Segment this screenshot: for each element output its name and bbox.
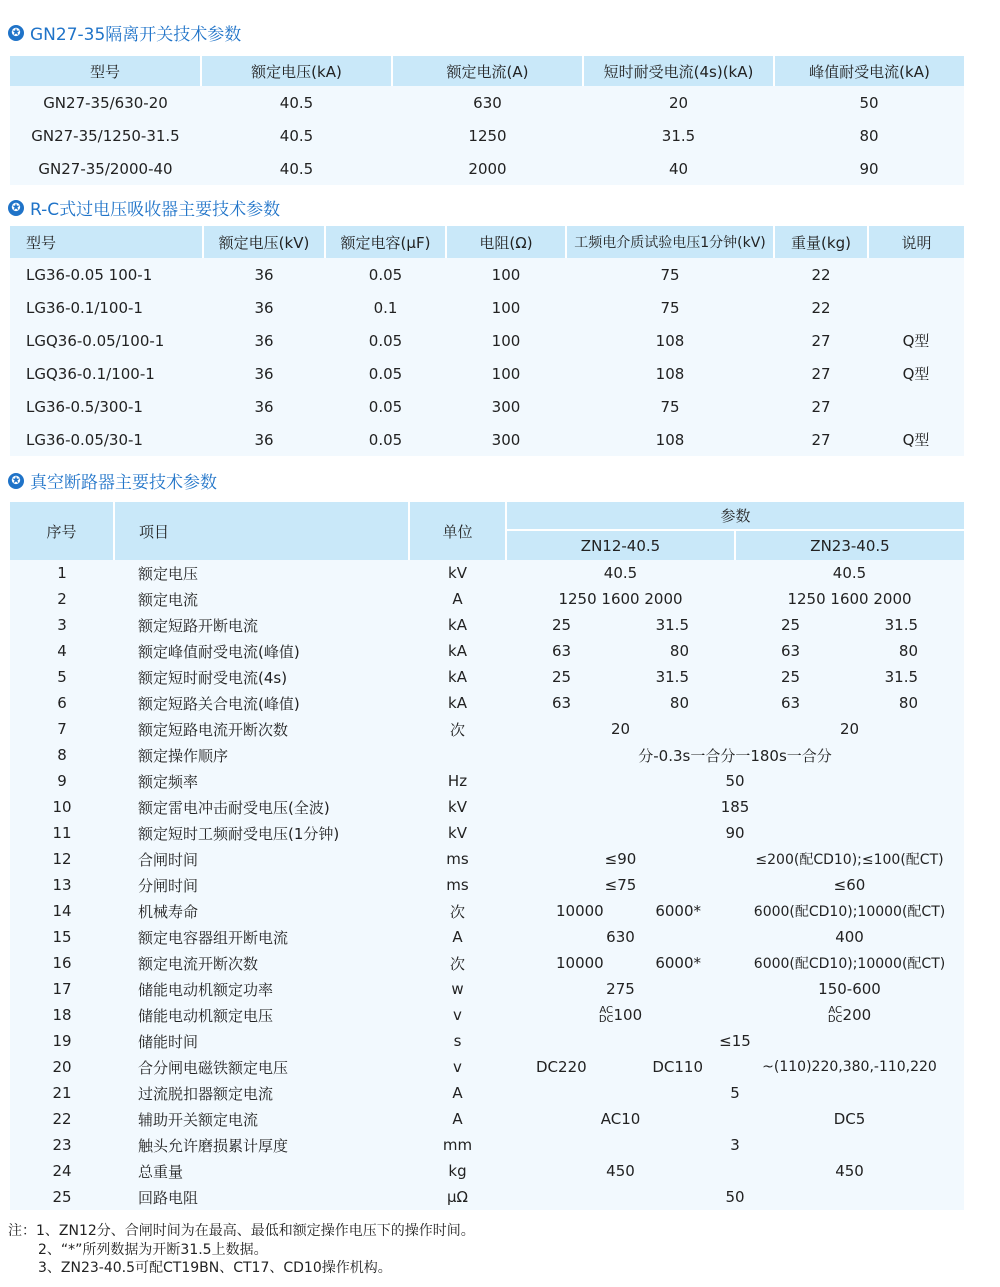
cell-item: 额定短时工频耐受电压(1分钟) bbox=[138, 824, 340, 843]
header-cell: 序号 bbox=[10, 502, 114, 560]
cell: 40.5 bbox=[279, 93, 314, 112]
footnote: 3、ZN23-40.5可配CT19BN、CT17、CD10操作机构。 bbox=[38, 1260, 392, 1276]
cell: 1250 1600 2000 bbox=[787, 590, 912, 608]
cell-model: LG36-0.5/300-1 bbox=[26, 397, 143, 416]
cell: 22 bbox=[811, 298, 831, 317]
cell bbox=[506, 950, 735, 976]
cell-item: 额定短路电流开断次数 bbox=[138, 720, 289, 739]
table-row bbox=[10, 742, 964, 768]
cell-unit: A bbox=[452, 928, 463, 946]
value: 31.5 bbox=[884, 616, 919, 634]
cell bbox=[735, 690, 964, 716]
table-row bbox=[10, 258, 964, 291]
cell-model: LG36-0.05 100-1 bbox=[26, 265, 153, 284]
cell-item: 额定峰值耐受电流(峰值) bbox=[138, 642, 300, 661]
table-row bbox=[10, 390, 964, 423]
cell bbox=[868, 258, 964, 291]
table-row bbox=[10, 1054, 964, 1080]
cell: 630 bbox=[606, 928, 635, 946]
table-row bbox=[10, 1080, 964, 1106]
cell: 50 bbox=[859, 93, 879, 112]
cell-no: 2 bbox=[57, 590, 67, 608]
section-title-text: 真空断路器主要技术参数 bbox=[30, 473, 217, 493]
value: 80 bbox=[669, 694, 689, 712]
cell: 5 bbox=[730, 1084, 740, 1102]
star-icon: ✪ bbox=[8, 473, 24, 489]
cell: ~(110)220,380,-110,220 bbox=[762, 1059, 937, 1075]
cell bbox=[506, 898, 735, 924]
header-cell: 额定电压(kV) bbox=[203, 226, 325, 258]
cell-unit: 次 bbox=[449, 954, 465, 973]
header-cell: ZN12-40.5 bbox=[506, 530, 735, 560]
cell: 108 bbox=[655, 430, 685, 449]
cell: ≤75 bbox=[604, 876, 637, 894]
table-row bbox=[10, 1028, 964, 1054]
cell-no: 9 bbox=[57, 772, 67, 790]
cell-item: 储能时间 bbox=[138, 1032, 199, 1051]
cell-item: 合闸时间 bbox=[138, 850, 199, 869]
cell-unit: kA bbox=[448, 668, 467, 686]
cell: 40.5 bbox=[279, 159, 314, 178]
header-cell: 额定电流(A) bbox=[392, 56, 583, 86]
header-cell: 工频电介质试验电压1分钟(kV) bbox=[566, 226, 774, 258]
cell: 450 bbox=[835, 1162, 864, 1180]
cell bbox=[506, 612, 735, 638]
cell: 36 bbox=[254, 265, 274, 284]
cell-no: 24 bbox=[52, 1162, 72, 1180]
cell: AC10 bbox=[600, 1110, 641, 1128]
cell-item: 触头允许磨损累计厚度 bbox=[138, 1136, 289, 1155]
table-row bbox=[10, 423, 964, 456]
table-row bbox=[10, 586, 964, 612]
acdc-stack bbox=[599, 1006, 614, 1024]
header-cell: 项目 bbox=[114, 502, 409, 560]
cell-item: 额定电流 bbox=[138, 590, 199, 609]
table-row bbox=[10, 690, 964, 716]
cell: 1250 bbox=[468, 126, 507, 145]
cell-no: 1 bbox=[57, 564, 67, 582]
cell-no: 8 bbox=[57, 746, 67, 764]
cell: 0.05 bbox=[368, 430, 403, 449]
value: 63 bbox=[552, 694, 572, 712]
star-icon: ✪ bbox=[8, 25, 24, 41]
cell-no: 22 bbox=[52, 1110, 72, 1128]
header-cell: 额定电容(μF) bbox=[325, 226, 446, 258]
section-title-gn27 bbox=[8, 20, 241, 45]
table-row bbox=[10, 324, 964, 357]
cell-unit: kA bbox=[448, 616, 467, 634]
cell-unit: s bbox=[453, 1032, 462, 1050]
cell: 90 bbox=[859, 159, 879, 178]
cell-item: 机械寿命 bbox=[138, 902, 199, 921]
cell: 36 bbox=[254, 430, 274, 449]
cell: Q型 bbox=[902, 332, 930, 350]
cell-no: 14 bbox=[52, 902, 72, 920]
header-cell: 型号 bbox=[10, 226, 203, 258]
cell: 31.5 bbox=[661, 126, 696, 145]
cell: 400 bbox=[835, 928, 864, 946]
value: 80 bbox=[898, 642, 919, 660]
table-row bbox=[10, 1158, 964, 1184]
cell: 450 bbox=[606, 1162, 635, 1180]
cell: 40.5 bbox=[832, 564, 867, 582]
table-row bbox=[10, 950, 964, 976]
cell-no: 20 bbox=[52, 1058, 72, 1076]
cell-item: 额定电压 bbox=[138, 564, 199, 583]
cell: 6000(配CD10);10000(配CT) bbox=[753, 904, 946, 920]
cell-unit: kV bbox=[448, 824, 467, 842]
cell: 27 bbox=[811, 364, 831, 383]
section-title-vacuum bbox=[8, 468, 217, 493]
vacuum-breaker-table bbox=[10, 502, 964, 1210]
cell bbox=[506, 638, 735, 664]
cell: 20 bbox=[610, 720, 631, 738]
value: DC110 bbox=[652, 1058, 703, 1076]
section-title-rc bbox=[8, 195, 280, 220]
cell: ≤15 bbox=[719, 1032, 751, 1050]
dc-label: DC bbox=[598, 1014, 614, 1026]
cell-no: 16 bbox=[52, 954, 72, 972]
cell: 0.05 bbox=[368, 397, 403, 416]
cell bbox=[868, 291, 964, 324]
cell-unit: 次 bbox=[449, 902, 465, 921]
value: 25 bbox=[552, 668, 572, 686]
cell: 100 bbox=[491, 364, 521, 383]
header-cell: 参数 bbox=[506, 502, 964, 530]
table-row bbox=[10, 638, 964, 664]
cell-unit: kA bbox=[448, 694, 467, 712]
cell: ≤200(配CD10);≤100(配CT) bbox=[755, 852, 944, 868]
header-cell: 短时耐受电流(4s)(kA) bbox=[583, 56, 774, 86]
cell-unit: ms bbox=[446, 876, 469, 894]
cell-item: 分闸时间 bbox=[138, 876, 199, 895]
cell-model: GN27-35/1250-31.5 bbox=[31, 126, 180, 145]
table-row bbox=[10, 820, 964, 846]
cell-item: 过流脱扣器额定电流 bbox=[138, 1084, 274, 1103]
cell: 100 bbox=[491, 331, 521, 350]
cell: 630 bbox=[473, 93, 502, 112]
cell: 22 bbox=[811, 265, 831, 284]
cell-item: 储能电动机额定功率 bbox=[138, 980, 274, 999]
cell: 300 bbox=[491, 397, 521, 416]
cell-item: 额定短路开断电流 bbox=[138, 616, 259, 635]
cell: 20 bbox=[668, 93, 689, 112]
value: 25 bbox=[781, 616, 801, 634]
cell-item: 额定雷电冲击耐受电压(全波) bbox=[138, 798, 330, 817]
header-cell: 电阻(Ω) bbox=[446, 226, 566, 258]
table-row bbox=[10, 1106, 964, 1132]
cell-item: 额定电流开断次数 bbox=[138, 954, 259, 973]
value: 25 bbox=[552, 616, 572, 634]
cell-no: 12 bbox=[52, 850, 72, 868]
section-title-text: GN27-35隔离开关技术参数 bbox=[30, 25, 242, 45]
header-cell: ZN23-40.5 bbox=[735, 530, 964, 560]
cell-item: 额定短路关合电流(峰值) bbox=[138, 694, 300, 713]
table-row bbox=[10, 768, 964, 794]
cell bbox=[735, 664, 964, 690]
cell: 40.5 bbox=[279, 126, 314, 145]
cell-unit: w bbox=[451, 980, 464, 998]
value: 63 bbox=[552, 642, 572, 660]
acdc-stack bbox=[828, 1006, 843, 1024]
cell: 27 bbox=[811, 331, 831, 350]
cell: 100 bbox=[491, 298, 521, 317]
header-cell: 额定电压(kA) bbox=[201, 56, 392, 86]
cell: 100 bbox=[491, 265, 521, 284]
cell: Q型 bbox=[902, 431, 930, 449]
cell bbox=[735, 638, 964, 664]
cell: 0.05 bbox=[368, 331, 403, 350]
cell: 0.1 bbox=[373, 298, 398, 317]
cell-unit: μΩ bbox=[446, 1188, 468, 1206]
cell-item: 回路电阻 bbox=[138, 1188, 199, 1207]
cell-item: 辅助开关额定电流 bbox=[138, 1110, 259, 1129]
cell-unit: A bbox=[452, 1084, 463, 1102]
cell-model: LGQ36-0.05/100-1 bbox=[26, 331, 165, 350]
table-row bbox=[10, 898, 964, 924]
cell-item: 额定操作顺序 bbox=[138, 746, 229, 765]
cell-no: 15 bbox=[52, 928, 72, 946]
table-row bbox=[10, 612, 964, 638]
cell: 1250 1600 2000 bbox=[558, 590, 683, 608]
cell: 6000(配CD10);10000(配CT) bbox=[753, 956, 946, 972]
rc-absorber-table bbox=[10, 226, 964, 456]
cell: 0.05 bbox=[368, 265, 403, 284]
cell-unit: kg bbox=[448, 1162, 467, 1180]
cell: 300 bbox=[491, 430, 521, 449]
ac-label: AC bbox=[828, 1005, 843, 1017]
value: 25 bbox=[781, 668, 801, 686]
cell-item: 额定电容器组开断电流 bbox=[138, 928, 289, 947]
cell: 50 bbox=[725, 772, 745, 790]
cell-unit: mm bbox=[442, 1136, 473, 1154]
footnote: 2、“*”所列数据为开断31.5上数据。 bbox=[38, 1241, 268, 1258]
cell: ≤60 bbox=[833, 876, 866, 894]
table-row bbox=[10, 716, 964, 742]
cell-unit: kV bbox=[448, 564, 467, 582]
cell: 75 bbox=[660, 265, 680, 284]
table-row bbox=[10, 86, 964, 119]
cell: 40 bbox=[668, 159, 689, 178]
cell: 80 bbox=[859, 126, 879, 145]
cell: 2000 bbox=[468, 159, 507, 178]
cell: 36 bbox=[254, 364, 274, 383]
cell-no: 18 bbox=[52, 1006, 72, 1024]
value: 10000 bbox=[556, 902, 604, 920]
cell: 275 bbox=[606, 980, 635, 998]
value: 63 bbox=[781, 694, 801, 712]
section-title-text: R-C式过电压吸收器主要技术参数 bbox=[30, 200, 281, 220]
footnote: 注：1、ZN12分、合闸时间为在最高、最低和额定操作电压下的操作时间。 bbox=[8, 1223, 475, 1239]
cell-model: GN27-35/2000-40 bbox=[38, 159, 173, 178]
footnotes bbox=[8, 1222, 475, 1278]
table-row bbox=[10, 924, 964, 950]
value: 31.5 bbox=[655, 616, 689, 634]
header-cell: 峰值耐受电流(kA) bbox=[774, 56, 964, 86]
table-row bbox=[10, 1132, 964, 1158]
value: 80 bbox=[669, 642, 689, 660]
value: 200 bbox=[842, 1005, 872, 1024]
cell: 3 bbox=[730, 1136, 740, 1154]
cell-no: 11 bbox=[52, 824, 72, 842]
cell-no: 17 bbox=[52, 980, 72, 998]
value: 6000* bbox=[655, 902, 701, 920]
cell: 分-0.3s一合分一180s一合分 bbox=[638, 746, 832, 765]
table-row bbox=[10, 560, 964, 586]
cell bbox=[506, 690, 735, 716]
cell-no: 19 bbox=[52, 1032, 72, 1050]
cell: 20 bbox=[839, 720, 860, 738]
cell: 40.5 bbox=[603, 564, 638, 582]
cell-unit: A bbox=[452, 590, 463, 608]
table-row bbox=[10, 357, 964, 390]
value: 10000 bbox=[556, 954, 604, 972]
cell: 50 bbox=[725, 1188, 745, 1206]
cell: DC5 bbox=[833, 1110, 866, 1128]
cell: 150-600 bbox=[818, 980, 881, 998]
value: 31.5 bbox=[655, 668, 689, 686]
cell: 90 bbox=[725, 824, 745, 842]
cell-no: 23 bbox=[52, 1136, 72, 1154]
cell-unit: kV bbox=[448, 798, 467, 816]
cell-no: 25 bbox=[52, 1188, 72, 1206]
value: DC220 bbox=[536, 1058, 587, 1076]
cell-unit: v bbox=[453, 1058, 462, 1076]
star-icon: ✪ bbox=[8, 200, 24, 216]
cell: 36 bbox=[254, 298, 274, 317]
cell: 27 bbox=[811, 430, 831, 449]
cell-no: 7 bbox=[57, 720, 67, 738]
cell-item: 合分闸电磁铁额定电压 bbox=[138, 1058, 289, 1077]
cell: 75 bbox=[660, 397, 680, 416]
cell-model: GN27-35/630-20 bbox=[43, 93, 168, 112]
dc-label: DC bbox=[827, 1014, 843, 1026]
cell: Q型 bbox=[902, 365, 930, 383]
cell-item: 储能电动机额定电压 bbox=[138, 1006, 274, 1025]
cell: 0.05 bbox=[368, 364, 403, 383]
table-row bbox=[10, 872, 964, 898]
cell bbox=[506, 1054, 735, 1080]
cell: 185 bbox=[720, 798, 750, 816]
header-cell: 型号 bbox=[10, 56, 201, 86]
cell-unit: ms bbox=[446, 850, 469, 868]
value: 80 bbox=[898, 694, 919, 712]
value: 31.5 bbox=[884, 668, 919, 686]
cell bbox=[735, 612, 964, 638]
cell: ≤90 bbox=[604, 850, 637, 868]
cell-unit: A bbox=[452, 1110, 463, 1128]
cell-no: 4 bbox=[57, 642, 67, 660]
header-cell: 单位 bbox=[409, 502, 506, 560]
cell-unit: Hz bbox=[447, 772, 468, 790]
gn27-spec-table bbox=[10, 56, 964, 185]
cell bbox=[506, 664, 735, 690]
cell-unit: 次 bbox=[449, 720, 465, 739]
header-cell: 说明 bbox=[868, 226, 964, 258]
cell-no: 21 bbox=[52, 1084, 72, 1102]
table-row bbox=[10, 976, 964, 1002]
ac-label: AC bbox=[599, 1005, 613, 1017]
cell-unit: kA bbox=[448, 642, 467, 660]
value: 100 bbox=[613, 1005, 643, 1024]
cell bbox=[506, 1002, 735, 1028]
cell-no: 5 bbox=[57, 668, 67, 686]
cell: 27 bbox=[811, 397, 831, 416]
cell bbox=[868, 390, 964, 423]
cell-model: LG36-0.1/100-1 bbox=[26, 298, 143, 317]
table-row bbox=[10, 1002, 964, 1028]
cell: 75 bbox=[660, 298, 680, 317]
cell-item: 额定频率 bbox=[138, 772, 199, 791]
table-row bbox=[10, 664, 964, 690]
table-row bbox=[10, 152, 964, 185]
cell-item: 额定短时耐受电流(4s) bbox=[138, 668, 288, 687]
cell-model: LG36-0.05/30-1 bbox=[26, 430, 143, 449]
cell: 36 bbox=[254, 397, 274, 416]
cell-no: 13 bbox=[52, 876, 72, 894]
cell: 108 bbox=[655, 331, 685, 350]
cell-no: 3 bbox=[57, 616, 67, 634]
cell-unit bbox=[409, 742, 506, 768]
cell-no: 6 bbox=[57, 694, 67, 712]
cell-no: 10 bbox=[52, 798, 72, 816]
cell-unit: v bbox=[453, 1006, 462, 1024]
cell bbox=[735, 1002, 964, 1028]
cell: 36 bbox=[254, 331, 274, 350]
cell: 108 bbox=[655, 364, 685, 383]
cell-item: 总重量 bbox=[138, 1162, 184, 1181]
table-row bbox=[10, 794, 964, 820]
table-row bbox=[10, 291, 964, 324]
header-cell: 重量(kg) bbox=[774, 226, 868, 258]
table-row bbox=[10, 1184, 964, 1210]
cell-model: LGQ36-0.1/100-1 bbox=[26, 364, 155, 383]
table-row bbox=[10, 119, 964, 152]
table-row bbox=[10, 846, 964, 872]
value: 63 bbox=[781, 642, 801, 660]
value: 6000* bbox=[655, 954, 701, 972]
